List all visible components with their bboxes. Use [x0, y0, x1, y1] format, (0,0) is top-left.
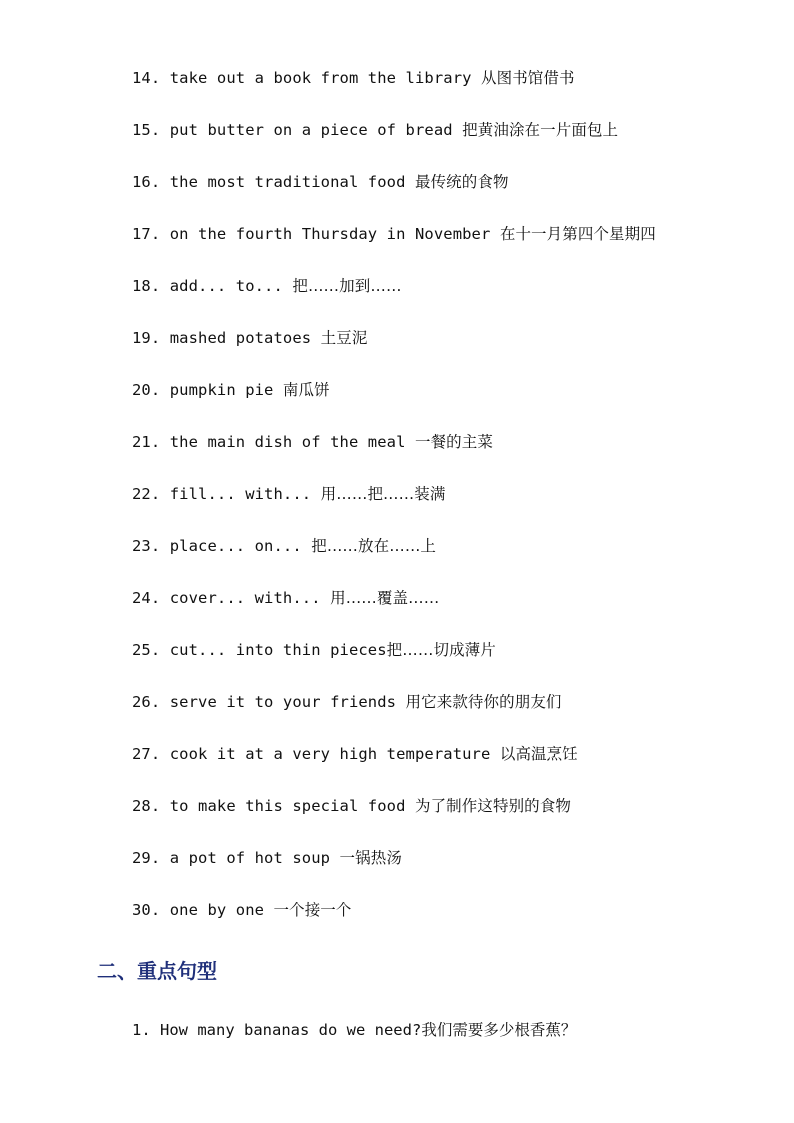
phrase-item: [132, 690, 752, 742]
phrase-english: cut... into thin pieces: [169, 641, 387, 659]
phrase-chinese: 南瓜饼: [282, 381, 330, 399]
phrase-number: 29.: [132, 849, 161, 867]
phrase-item: [132, 586, 752, 638]
phrase-chinese: 一个接一个: [273, 901, 352, 919]
phrase-english: cover... with...: [169, 589, 321, 607]
phrase-list: [132, 66, 752, 950]
phrase-item: [132, 638, 752, 690]
phrase-number: 19.: [132, 329, 161, 347]
phrase-chinese: 用它来款待你的朋友们: [405, 693, 562, 711]
phrase-number: 14.: [132, 69, 161, 87]
phrase-number: 18.: [132, 277, 161, 295]
phrase-chinese: 在十一月第四个星期四: [499, 225, 656, 243]
phrase-number: 15.: [132, 121, 161, 139]
phrase-number: 25.: [132, 641, 161, 659]
phrase-chinese: 把……切成薄片: [386, 641, 496, 659]
phrase-english: take out a book from the library: [169, 69, 472, 87]
phrase-item: [132, 222, 752, 274]
phrase-chinese: 最传统的食物: [414, 173, 509, 191]
phrase-number: 17.: [132, 225, 161, 243]
phrase-chinese: 把黄油涂在一片面包上: [462, 121, 619, 139]
phrase-chinese: 用……把……装满: [320, 485, 446, 503]
phrase-chinese: 从图书馆借书: [481, 69, 575, 87]
phrase-chinese: 一餐的主菜: [414, 433, 493, 451]
phrase-item: [132, 534, 752, 586]
phrase-number: 20.: [132, 381, 161, 399]
phrase-item: [132, 482, 752, 534]
phrase-english: on the fourth Thursday in November: [169, 225, 491, 243]
phrase-english: fill... with...: [169, 485, 312, 503]
phrase-item: [132, 898, 752, 950]
sentence-chinese: 我们需要多少根香蕉？: [421, 1021, 577, 1039]
phrase-item: [132, 794, 752, 846]
sentence-list: [132, 1018, 752, 1042]
sentence-item: [132, 1018, 752, 1042]
phrase-english: cook it at a very high temperature: [169, 745, 500, 763]
section-heading: 二、重点句型: [97, 959, 217, 983]
phrase-chinese: 用……覆盖……: [330, 589, 440, 607]
phrase-english: the main dish of the meal: [169, 433, 406, 451]
phrase-english: the most traditional food: [169, 173, 406, 191]
phrase-item: [132, 378, 752, 430]
phrase-english: a pot of hot soup: [169, 849, 331, 867]
phrase-item: [132, 846, 752, 898]
phrase-item: [132, 66, 752, 118]
phrase-english: put butter on a piece of bread: [169, 121, 453, 139]
phrase-chinese: 以高温烹饪: [499, 745, 578, 763]
phrase-item: [132, 170, 752, 222]
phrase-english: serve it to your friends: [169, 693, 406, 711]
phrase-english: add... to...: [169, 277, 283, 295]
phrase-english: to make this special food: [169, 797, 415, 815]
phrase-number: 16.: [132, 173, 161, 191]
phrase-chinese: 把……放在……上: [311, 537, 437, 555]
phrase-item: [132, 274, 752, 326]
phrase-item: [132, 326, 752, 378]
phrase-number: 30.: [132, 901, 161, 919]
phrase-item: [132, 430, 752, 482]
phrase-number: 26.: [132, 693, 161, 711]
phrase-number: 28.: [132, 797, 161, 815]
phrase-chinese: 一锅热汤: [339, 849, 402, 867]
phrase-english: place... on...: [169, 537, 302, 555]
phrase-number: 23.: [132, 537, 161, 555]
phrase-english: pumpkin pie: [169, 381, 274, 399]
phrase-chinese: 土豆泥: [320, 329, 368, 347]
phrase-english: one by one: [169, 901, 265, 919]
phrase-chinese: 把……加到……: [292, 277, 402, 295]
phrase-item: [132, 742, 752, 794]
phrase-chinese: 为了制作这特别的食物: [414, 797, 571, 815]
phrase-item: [132, 118, 752, 170]
phrase-number: 21.: [132, 433, 161, 451]
sentence-english: How many bananas do we need?: [160, 1021, 422, 1039]
sentence-number: 1.: [132, 1021, 151, 1039]
phrase-number: 22.: [132, 485, 161, 503]
phrase-english: mashed potatoes: [169, 329, 312, 347]
phrase-number: 24.: [132, 589, 161, 607]
phrase-number: 27.: [132, 745, 161, 763]
